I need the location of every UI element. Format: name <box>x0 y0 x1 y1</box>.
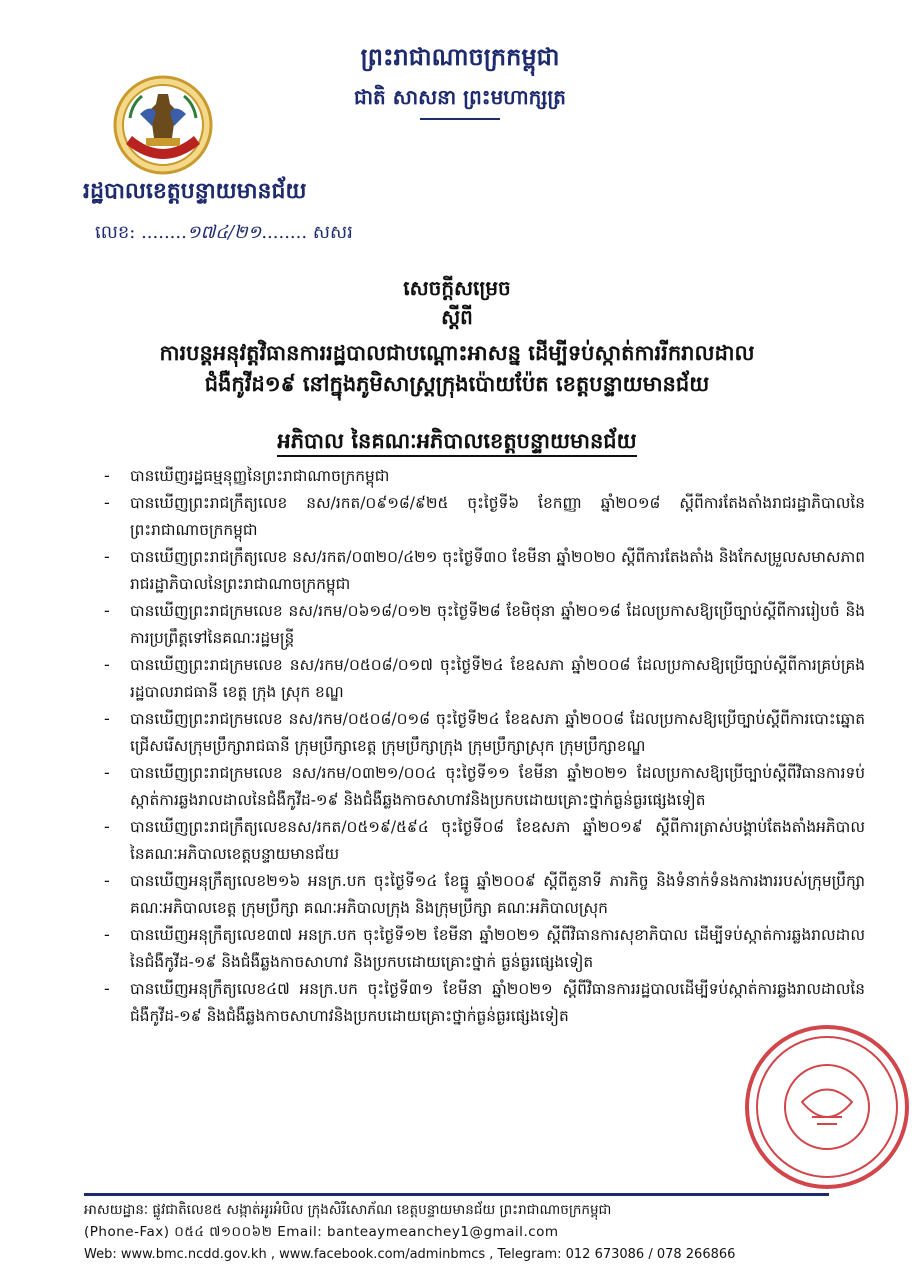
decision-subject-line-1: ការបន្តអនុវត្តវិធានការរដ្ឋបាលជាបណ្តោះអាសន្ន ដើម្បីទប់ស្កាត់ការរីករាលដាល <box>159 340 755 365</box>
reference-number: លេខ: ........១៧៤/២១........ សសរ <box>95 222 353 243</box>
national-motto: ជាតិ សាសនា ព្រះមហាក្សត្រ <box>354 85 566 109</box>
decision-title: សេចក្តីសម្រេច <box>403 276 511 300</box>
list-item: - បានឃើញអនុក្រឹត្យលេខ៤៧ អនក្រ.បក ចុះថ្ងៃទី៣១ ខែមីនា ឆ្នាំ២០២១ ស្តីពីវិធានការរដ្ឋបាលដើម្បីទប់ស្កាត់ការឆ្លងរាលដាលនៃជំងឺកូវីដ-១៩ និងជំងឺឆ្លងកាចសាហាវនិងប្រកបដោយគ្រោះថ្នាក់ធ្ងន់ធ្ងរផ្សេងទៀត <box>95 976 865 1030</box>
reference-suffix: សសរ <box>312 222 353 243</box>
footer-phone-email: (Phone-Fax) ០៥៤ ៧១០០៦២ Email: banteaymeanchey1@gmail.com <box>84 1224 559 1240</box>
list-item: - បានឃើញរដ្ឋធម្មនុញ្ញនៃព្រះរាជាណាចក្រកម្ពុជា <box>95 463 865 490</box>
footer-divider <box>84 1193 829 1196</box>
list-item: - បានឃើញព្រះរាជក្រមលេខ នស/រកម/០៦១៨/០១២ ចុះថ្ងៃទី២៨ ខែមិថុនា ឆ្នាំ២០១៨ ដែលប្រកាសឱ្យប្រើច្បាប់ស្តីពីការរៀបចំ និងការប្រព្រឹត្តទៅនៃគណៈរដ្ឋមន្ត្រី <box>95 598 865 652</box>
provincial-emblem-icon <box>112 74 214 176</box>
motto-divider <box>420 118 500 120</box>
decision-about: ស្តីពី <box>441 305 473 329</box>
governor-heading <box>0 428 914 459</box>
list-item: - បានឃើញព្រះរាជក្រឹត្យលេខ នស/រកត/០៣២០/៤២១ ចុះថ្ងៃទី៣០ ខែមីនា ឆ្នាំ២០២០ ស្តីពីការតែងតាំង និងកែសម្រួលសមាសភាពរាជរដ្ឋាភិបាលនៃព្រះរាជាណាចក្រកម្ពុជា <box>95 544 865 598</box>
list-item: - បានឃើញព្រះរាជក្រឹត្យលេខ នស/រកត/០៩១៨/៩២៥ ចុះថ្ងៃទី៦ ខែកញ្ញា ឆ្នាំ២០១៨ ស្តីពីការតែងតាំងរាជរដ្ឋាភិបាលនៃព្រះរាជាណាចក្រកម្ពុជា <box>95 490 865 544</box>
list-item: - បានឃើញព្រះរាជក្រមលេខ នស/រកម/០៥០៨/០១៨ ចុះថ្ងៃទី២៤ ខែឧសភា ឆ្នាំ២០០៨ ដែលប្រកាសឱ្យប្រើច្បាប់ស្តីពីការបោះឆ្នោតជ្រើសរើសក្រុមប្រឹក្សារាជធានី ក្រុមប្រឹក្សាខេត្ត ក្រុមប្រឹក្សាក្រុង ក្រុមប្រឹក្សាស្រុក ក្រុមប្រឹក្សាខណ្ឌ <box>95 706 865 760</box>
reference-prefix: លេខ: <box>95 222 136 243</box>
list-item: - បានឃើញអនុក្រឹត្យលេខ២១៦ អនក្រ.បក ចុះថ្ងៃទី១៤ ខែធ្នូ ឆ្នាំ២០០៩ ស្តីពីតួនាទី ភារកិច្ច និងទំនាក់ទំនងការងាររបស់ក្រុមប្រឹក្សា គណៈអភិបាលខេត្ត ក្រុមប្រឹក្សា គណៈអភិបាលក្រុង និងក្រុមប្រឹក្សា គណៈអភិបាលស្រុក <box>95 868 865 922</box>
list-item: - បានឃើញអនុក្រឹត្យលេខ៣៧ អនក្រ.បក ចុះថ្ងៃទី១២ ខែមីនា ឆ្នាំ២០២១ ស្តីពីវិធានការសុខាភិបាល ដើម្បីទប់ស្កាត់ការឆ្លងរាលដាលនៃជំងឺកូវីដ-១៩ និងជំងឺឆ្លងកាចសាហាវ និងប្រកបដោយគ្រោះថ្នាក់ ធ្ងន់ធ្ងរផ្សេងទៀត <box>95 922 865 976</box>
footer-web: Web: www.bmc.ncdd.gov.kh , www.facebook.com/adminbmcs , Telegram: 012 673086 / 078 266866 <box>84 1247 736 1262</box>
kingdom-heading: ព្រះរាជាណាចក្រកម្ពុជា <box>360 42 560 71</box>
list-item: - បានឃើញព្រះរាជក្រមលេខ នស/រកម/០៥០៨/០១៧ ចុះថ្ងៃទី២៤ ខែឧសភា ឆ្នាំ២០០៨ ដែលប្រកាសឱ្យប្រើច្បាប់ស្តីពីការគ្រប់គ្រងរដ្ឋបាលរាជធានី ខេត្ត ក្រុង ស្រុក ខណ្ឌ <box>95 652 865 706</box>
reference-value: ១៧៤/២១ <box>186 222 262 243</box>
footer-address: អាសយដ្ឋានៈ ផ្លូវជាតិលេខ៥ សង្កាត់អូរអំបិល ក្រុងសិរីសោភ័ណ ខេត្តបន្ទាយមានជ័យ ព្រះរាជាណាចក្រកម្ពុជា <box>84 1202 612 1218</box>
official-seal-icon <box>742 1022 912 1192</box>
issuing-authority: រដ្ឋបាលខេត្តបន្ទាយមានជ័យ <box>83 178 307 204</box>
legal-basis-list <box>95 463 865 1030</box>
list-item: - បានឃើញព្រះរាជក្រឹត្យលេខនស/រកត/០៥១៩/៥៩៤ ចុះថ្ងៃទី០៨ ខែឧសភា ឆ្នាំ២០១៩ ស្តីពីការត្រាស់បង្គាប់តែងតាំងអភិបាល នៃគណៈអភិបាលខេត្តបន្ទាយមានជ័យ <box>95 814 865 868</box>
list-item: - បានឃើញព្រះរាជក្រមលេខ នស/រកម/០៣២១/០០៤ ចុះថ្ងៃទី១១ ខែមីនា ឆ្នាំ២០២១ ដែលប្រកាសឱ្យប្រើច្បាប់ស្តីពីវិធានការទប់ស្កាត់ការឆ្លងរាលដាលនៃជំងឺកូវីដ-១៩ និងជំងឺឆ្លងកាចសាហាវនិងប្រកបដោយគ្រោះថ្នាក់ធ្ងន់ធ្ងរផ្សេងទៀត <box>95 760 865 814</box>
decision-subject-line-2: ជំងឺកូវីដ១៩ នៅក្នុងភូមិសាស្ត្រក្រុងប៉ោយប៉ែត ខេត្តបន្ទាយមានជ័យ <box>204 371 710 396</box>
governor-heading-text: អភិបាល នៃគណៈអភិបាលខេត្តបន្ទាយមានជ័យ <box>277 428 636 457</box>
